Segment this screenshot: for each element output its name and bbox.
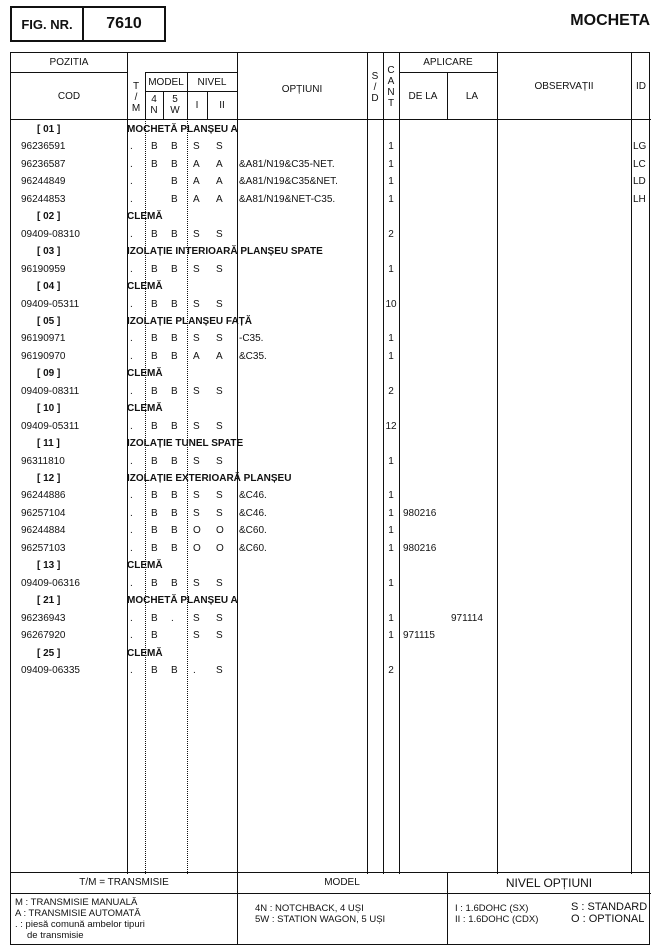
cell-tm: . (130, 630, 133, 642)
figure-number-box (10, 6, 166, 42)
cell-n2: S (216, 228, 223, 240)
legend-tm-common-2: de transmisie (27, 930, 84, 941)
cell-m4: B (151, 612, 158, 624)
cell-m4: B (151, 490, 158, 502)
part-description: CLEMĂ (127, 211, 163, 223)
position-number: [ 09 ] (37, 368, 61, 380)
cell-tm: . (130, 158, 133, 170)
cell-m5: B (171, 664, 178, 676)
cell-cant: 1 (388, 263, 394, 275)
cell-tm: . (130, 333, 133, 345)
header-tm: T / M (131, 81, 141, 114)
cell-n2: S (216, 298, 223, 310)
cell-cod: 96257104 (21, 507, 66, 519)
cell-tm: . (130, 228, 133, 240)
cell-cant: 10 (385, 298, 397, 310)
cell-dela: 971115 (403, 630, 435, 642)
cell-m5: B (171, 350, 178, 362)
cell-n2: S (216, 455, 223, 467)
part-description: CLEMĂ (127, 647, 163, 659)
cell-n2: S (216, 507, 223, 519)
position-number: [ 25 ] (37, 647, 61, 659)
part-description: MOCHETĂ PLANȘEU A (127, 124, 238, 135)
cell-m4: B (151, 577, 158, 589)
cell-tm: . (130, 350, 133, 362)
header-model-5w: 5 W (170, 94, 180, 116)
cell-cod: 96311810 (21, 455, 65, 467)
legend-model-5w: 5W : STATION WAGON, 5 UȘI (255, 914, 386, 925)
cell-tm: . (130, 455, 133, 467)
position-header-row (11, 592, 651, 609)
position-number: [ 13 ] (37, 560, 61, 572)
cell-cod: 96236587 (21, 158, 66, 170)
cell-cod: 96267920 (21, 630, 66, 642)
cell-n1: S (193, 228, 200, 240)
cell-opt: &C46. (239, 507, 267, 519)
cell-m5: B (171, 385, 178, 397)
cell-m5: B (171, 577, 178, 589)
cell-m4: B (151, 420, 158, 432)
position-header-row (11, 243, 651, 260)
cell-m4: B (151, 298, 158, 310)
table-row (11, 662, 651, 679)
cell-cod: 96236943 (21, 612, 66, 624)
legend-tm-header: T/M = TRANSMISIE (79, 877, 169, 888)
header-model-4n: 4 N (150, 94, 158, 116)
cell-m5: B (171, 158, 178, 170)
cell-cant: 2 (388, 228, 394, 240)
cell-tm: . (130, 193, 133, 205)
page-title: MOCHETA (570, 12, 650, 29)
legend-tm-manual: M : TRANSMISIE MANUALĂ (15, 897, 138, 908)
cell-cant: 1 (388, 158, 394, 170)
cell-m5: B (171, 490, 178, 502)
figure-number: 7610 (106, 15, 142, 32)
header-aplicare: APLICARE (423, 57, 473, 68)
cell-cant: 1 (388, 141, 394, 153)
position-header-row (11, 365, 651, 382)
cell-m4: B (151, 385, 158, 397)
legend-model-4n: 4N : NOTCHBACK, 4 UȘI (255, 903, 364, 914)
cell-n1: S (193, 385, 200, 397)
table-row (11, 453, 651, 470)
position-header-row (11, 313, 651, 330)
cell-m4: B (151, 455, 158, 467)
cell-m4: B (151, 228, 158, 240)
cell-tm: . (130, 263, 133, 275)
position-number: [ 03 ] (37, 246, 61, 258)
table-row (11, 138, 651, 155)
cell-tm: . (130, 525, 133, 537)
legend-nivel-i: I : 1.6DOHC (SX) (455, 903, 529, 914)
cell-m4: B (151, 158, 158, 170)
legend-tm-auto: A : TRANSMISIE AUTOMATĂ (15, 908, 141, 919)
position-header-row (11, 435, 651, 452)
position-number: [ 21 ] (37, 595, 61, 607)
table-row (11, 296, 651, 313)
position-header-row (11, 278, 651, 295)
cell-opt: &A81/N19&C35-NET. (239, 158, 335, 170)
cell-n2: S (216, 385, 223, 397)
position-number: [ 12 ] (37, 473, 61, 484)
header-nivel-i: I (195, 100, 199, 111)
cell-cod: 09409-08310 (21, 228, 80, 240)
parts-table (10, 52, 650, 873)
cell-n1: . (193, 664, 196, 676)
cell-n1: A (193, 176, 200, 188)
part-description: IZOLAȚIE INTERIOARĂ PLANȘEU SPATE (127, 246, 323, 258)
cell-opt: -C35. (239, 333, 264, 345)
cell-cant: 1 (388, 455, 394, 467)
header-cant: C A N T (387, 65, 395, 109)
header-line (11, 72, 127, 73)
cell-cant: 12 (385, 420, 397, 432)
cell-cant: 1 (388, 525, 394, 537)
cell-cod: 96244853 (21, 193, 66, 205)
cell-n1: S (193, 507, 200, 519)
header-nivel-ii: II (219, 100, 225, 111)
cell-m5: B (171, 455, 178, 467)
part-description: MOCHETĂ PLANȘEU A (127, 595, 238, 607)
figure-label: FIG. NR. (12, 8, 84, 40)
legend-nivel-header: NIVEL OPȚIUNI (505, 876, 593, 890)
cell-tm: . (130, 542, 133, 554)
cell-cod: 96190959 (21, 263, 66, 275)
cell-n2: S (216, 577, 223, 589)
header-line (145, 91, 237, 92)
header-id: ID (636, 81, 646, 92)
cell-cod: 96257103 (21, 542, 66, 554)
header-de-la: DE LA (408, 91, 438, 102)
cell-m5: B (171, 507, 178, 519)
cell-tm: . (130, 612, 133, 624)
table-row (11, 226, 651, 243)
header-line (399, 72, 497, 73)
cell-cant: 2 (388, 385, 394, 397)
cell-cod: 96236591 (21, 141, 66, 153)
table-row (11, 383, 651, 400)
cell-tm: . (130, 385, 133, 397)
cell-m4: B (151, 542, 158, 554)
table-row (11, 418, 651, 435)
table-row (11, 575, 651, 592)
position-number: [ 01 ] (37, 124, 61, 135)
cell-m5: B (171, 228, 178, 240)
cell-tm: . (130, 298, 133, 310)
cell-cod: 09409-05311 (21, 298, 80, 310)
table-row (11, 627, 651, 644)
header-line (11, 119, 651, 120)
position-number: [ 11 ] (37, 438, 60, 450)
position-header-row (11, 400, 651, 417)
cell-m4: B (151, 630, 158, 642)
cell-m4: B (151, 141, 158, 153)
cell-id: LC (633, 158, 646, 170)
cell-tm: . (130, 490, 133, 502)
table-row (11, 487, 651, 504)
legend-code-o: O : OPTIONAL (571, 913, 645, 925)
cell-n1: A (193, 158, 200, 170)
cell-opt: &C35. (239, 350, 267, 362)
cell-tm: . (130, 176, 133, 188)
table-row (11, 348, 651, 365)
cell-n1: S (193, 298, 200, 310)
cell-n1: S (193, 333, 200, 345)
cell-m5: B (171, 420, 178, 432)
cell-n1: S (193, 630, 200, 642)
part-description: CLEMĂ (127, 560, 163, 572)
legend (10, 873, 650, 945)
position-header-row (11, 645, 651, 662)
cell-m5: B (171, 193, 178, 205)
cell-cod: 96244886 (21, 490, 66, 502)
cell-n2: S (216, 420, 223, 432)
table-row (11, 610, 651, 627)
cell-id: LH (633, 193, 646, 205)
cell-cant: 1 (388, 577, 394, 589)
cell-n1: A (193, 193, 200, 205)
cell-n2: S (216, 141, 223, 153)
cell-cant: 1 (388, 333, 394, 345)
cell-cant: 1 (388, 630, 394, 642)
cell-opt: &C46. (239, 490, 267, 502)
cell-m5: B (171, 333, 178, 345)
legend-tm-common: . : piesă comună ambelor tipuri (15, 919, 145, 930)
cell-m5: . (171, 612, 174, 624)
header-optiuni: OPȚIUNI (281, 84, 323, 95)
table-row (11, 191, 651, 208)
cell-n2: A (216, 350, 223, 362)
cell-n2: S (216, 664, 223, 676)
cell-n2: A (216, 193, 223, 205)
part-description: CLEMĂ (127, 403, 163, 415)
legend-model-header: MODEL (324, 877, 360, 888)
cell-cant: 1 (388, 490, 394, 502)
cell-m4: B (151, 525, 158, 537)
cell-n2: S (216, 333, 223, 345)
cell-tm: . (130, 420, 133, 432)
cell-cod: 09409-05311 (21, 420, 80, 432)
header-pozitia: POZITIA (49, 57, 89, 68)
table-row (11, 522, 651, 539)
cell-m4: B (151, 664, 158, 676)
header-model: MODEL (148, 77, 184, 88)
position-number: [ 04 ] (37, 281, 61, 293)
cell-m5: B (171, 298, 178, 310)
cell-la: 971114 (451, 612, 483, 624)
cell-dela: 980216 (403, 507, 437, 519)
table-row (11, 156, 651, 173)
cell-opt: &C60. (239, 525, 267, 537)
position-number: [ 02 ] (37, 211, 61, 223)
cell-tm: . (130, 141, 133, 153)
cell-opt: &C60. (239, 542, 267, 554)
cell-cod: 09409-06335 (21, 664, 80, 676)
cell-n1: O (193, 542, 201, 554)
part-description: IZOLAȚIE TUNEL SPATE (127, 438, 244, 450)
position-header-row (11, 557, 651, 574)
legend-nivel-ii: II : 1.6DOHC (CDX) (455, 914, 539, 925)
legend-code-s: S : STANDARD (571, 901, 648, 913)
position-header-row (11, 470, 651, 487)
table-row (11, 173, 651, 190)
cell-cant: 1 (388, 350, 394, 362)
cell-n1: S (193, 612, 200, 624)
position-number: [ 05 ] (37, 315, 61, 327)
header-la: LA (465, 91, 479, 102)
cell-cod: 96190970 (21, 350, 66, 362)
cell-m5: B (171, 263, 178, 275)
cell-n1: A (193, 350, 200, 362)
part-description: IZOLAȚIE PLANȘEU FAȚĂ (127, 315, 252, 327)
cell-n1: S (193, 420, 200, 432)
cell-m4: B (151, 333, 158, 345)
cell-n2: O (216, 525, 224, 537)
cell-opt: &A81/N19&NET-C35. (239, 193, 336, 205)
cell-opt: &A81/N19&C35&NET. (239, 176, 338, 188)
position-number: [ 10 ] (37, 403, 61, 415)
cell-n2: A (216, 176, 223, 188)
legend-line (11, 893, 651, 894)
table-row (11, 540, 651, 557)
cell-n2: O (216, 542, 224, 554)
cell-cant: 1 (388, 507, 394, 519)
table-row (11, 330, 651, 347)
cell-cant: 1 (388, 542, 394, 554)
cell-id: LG (633, 141, 647, 153)
cell-n1: S (193, 141, 200, 153)
cell-tm: . (130, 507, 133, 519)
position-header-row (11, 208, 651, 225)
cell-cant: 2 (388, 664, 394, 676)
header-nivel: NIVEL (197, 77, 227, 88)
part-description: IZOLAȚIE EXTERIOARĂ PLANȘEU (127, 473, 292, 484)
cell-cod: 96244849 (21, 176, 66, 188)
cell-n1: S (193, 577, 200, 589)
cell-cod: 09409-06316 (21, 577, 80, 589)
cell-n2: S (216, 612, 223, 624)
table-row (11, 261, 651, 278)
cell-cant: 1 (388, 193, 394, 205)
header-sd: S / D (371, 71, 379, 104)
position-header-row (11, 121, 651, 138)
cell-cod: 96244884 (21, 525, 66, 537)
cell-n2: S (216, 263, 223, 275)
part-description: CLEMĂ (127, 368, 163, 380)
table-row (11, 505, 651, 522)
cell-m4: B (151, 507, 158, 519)
part-description: CLEMĂ (127, 281, 163, 293)
header-line (145, 72, 237, 73)
header-observatii: OBSERVAȚII (534, 81, 594, 92)
header-cod: COD (57, 91, 81, 102)
cell-dela: 980216 (403, 542, 437, 554)
cell-m4: B (151, 263, 158, 275)
cell-n1: S (193, 490, 200, 502)
cell-cod: 09409-08311 (21, 385, 80, 397)
cell-tm: . (130, 577, 133, 589)
cell-n2: S (216, 630, 223, 642)
cell-cant: 1 (388, 612, 394, 624)
cell-m5: B (171, 141, 178, 153)
cell-cod: 96190971 (21, 333, 66, 345)
cell-n1: S (193, 455, 200, 467)
cell-m5: B (171, 176, 178, 188)
cell-m5: B (171, 525, 178, 537)
cell-cant: 1 (388, 176, 394, 188)
cell-n2: S (216, 490, 223, 502)
cell-n1: O (193, 525, 201, 537)
cell-n1: S (193, 263, 200, 275)
cell-tm: . (130, 664, 133, 676)
cell-n2: A (216, 158, 223, 170)
cell-id: LD (633, 176, 646, 188)
cell-m4: B (151, 350, 158, 362)
cell-m5: B (171, 542, 178, 554)
